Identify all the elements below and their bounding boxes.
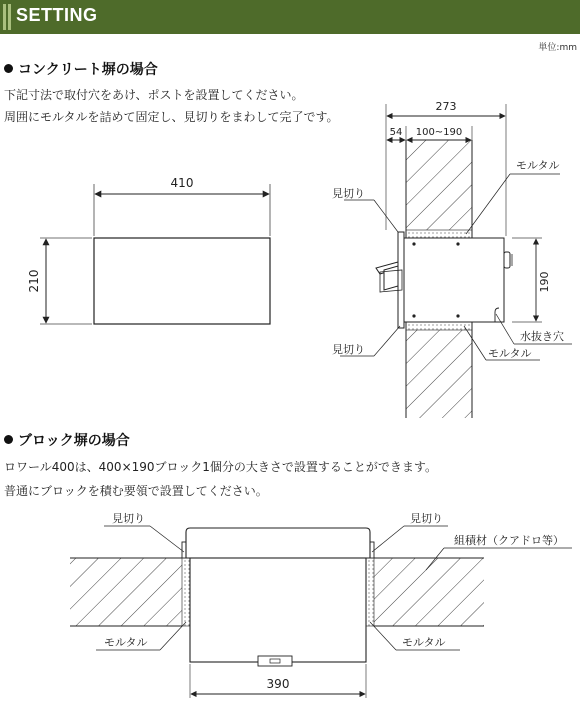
- rear-latch: [504, 252, 510, 268]
- block-diagram: [70, 511, 572, 698]
- concrete-desc-2: 周囲にモルタルを詰めて固定し、見切りをまわして完了です。: [4, 110, 339, 124]
- dim-front-label: 54: [389, 127, 403, 138]
- block-title-text: ブロック塀の場合: [18, 433, 130, 449]
- block-mailbox-body: [190, 558, 366, 662]
- label-mortar-top: モルタル: [516, 159, 560, 172]
- label-drain: 水抜き穴: [520, 330, 564, 343]
- wall-lower: [406, 330, 472, 418]
- label-mikiri-top: 見切り: [332, 187, 365, 200]
- concrete-desc-1: 下記寸法で取付穴をあけ、ポストを設置してください。: [4, 88, 304, 102]
- block-width-label: 390: [266, 677, 290, 691]
- dim-total-label: 273: [435, 100, 457, 113]
- hole-width-label: 410: [170, 176, 194, 190]
- label-block-mikiri-left: 見切り: [112, 512, 145, 525]
- dim-wall-label: 100~190: [415, 127, 463, 138]
- unit-label: 単位:mm: [538, 43, 577, 53]
- label-block-material: 組積材（クアドロ等）: [454, 534, 564, 547]
- front-flange: [398, 232, 404, 328]
- mortar-top: [406, 230, 472, 238]
- concrete-section-diagram: [332, 100, 572, 418]
- mortar-bottom: [406, 322, 472, 330]
- wall-upper: [406, 140, 472, 230]
- hole-diagram: [27, 176, 270, 324]
- block-wall-right: [374, 558, 484, 626]
- block-desc-1: ロワール400は、400×190ブロック1個分の大きさで設置することができます。: [4, 460, 437, 474]
- block-mortar-right: [366, 558, 374, 626]
- label-block-mikiri-right: 見切り: [410, 512, 443, 525]
- label-block-mortar-right: モルタル: [402, 636, 446, 649]
- label-block-mortar-left: モルタル: [104, 636, 148, 649]
- hole-rect: [94, 238, 270, 324]
- block-wall-left: [70, 558, 182, 626]
- label-mikiri-bottom: 見切り: [332, 343, 365, 356]
- dim-height-label: 190: [538, 271, 551, 293]
- block-mortar-left: [182, 558, 190, 626]
- block-mailbox-lid: [186, 528, 370, 558]
- header-title: SETTING: [16, 5, 98, 25]
- concrete-title-text: コンクリート塀の場合: [18, 62, 158, 78]
- hole-height-label: 210: [27, 269, 41, 293]
- label-mortar-bottom: モルタル: [488, 347, 532, 360]
- block-desc-2: 普通にブロックを積む要領で設置してください。: [4, 484, 268, 498]
- mailbox-body: [404, 238, 504, 322]
